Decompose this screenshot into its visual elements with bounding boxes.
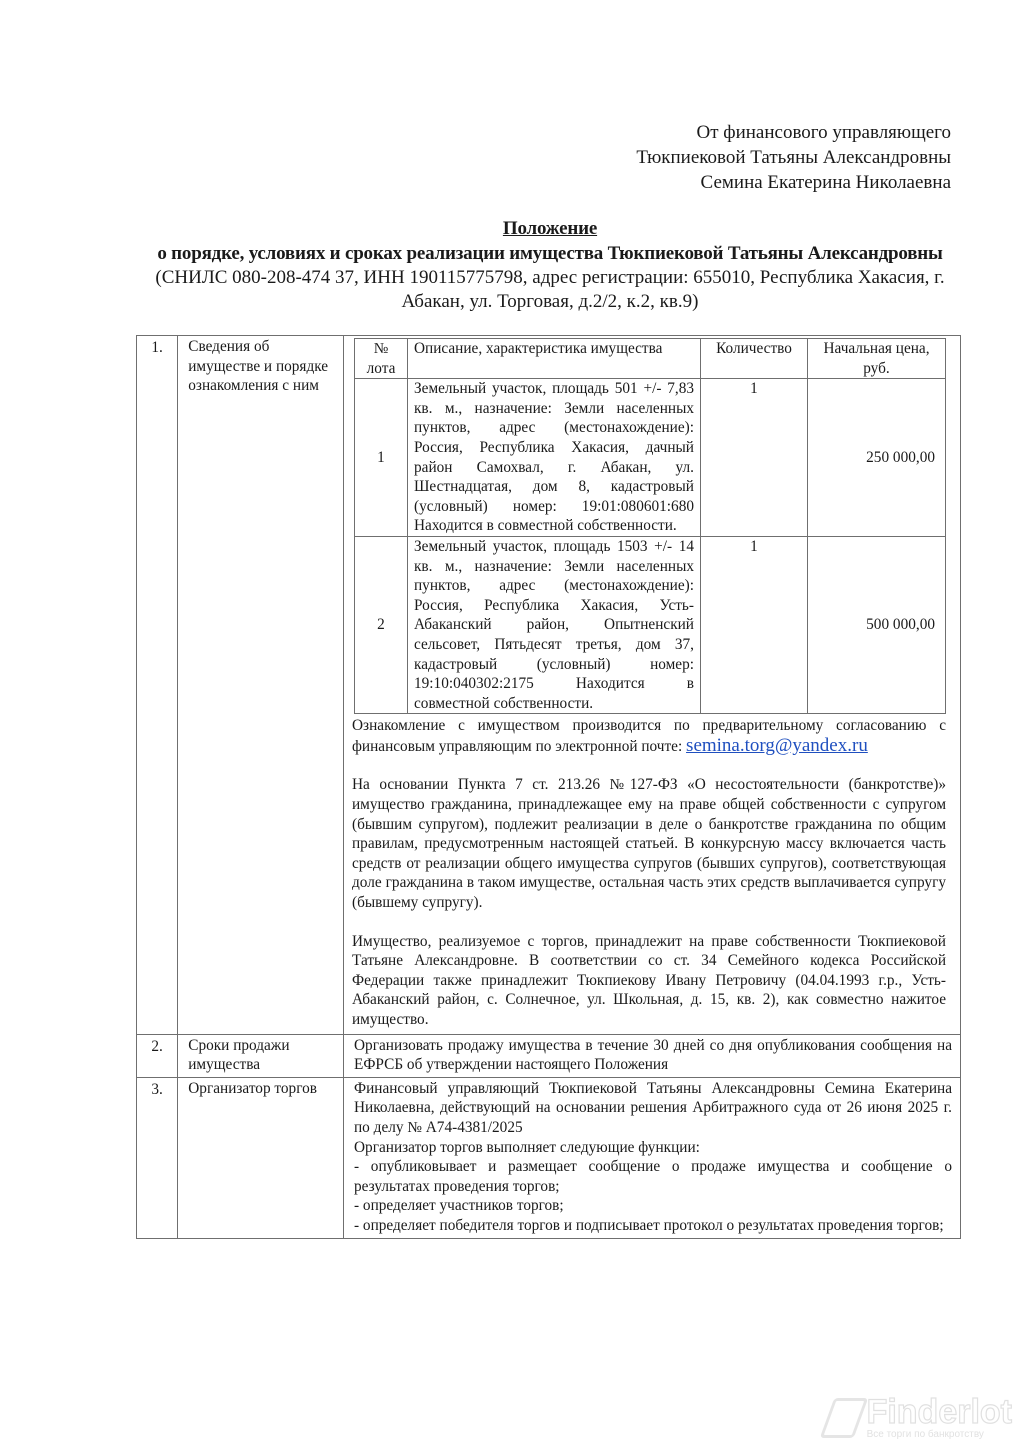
- header-quantity: Количество: [701, 339, 808, 379]
- organizer-description: Финансовый управляющий Тюкпиековой Татьяны Александровны Семина Екатерина Николаевна, действующий на основании решения Арбитражного суда от 26 июня 2025 г. по делу № А74-4381/2025: [354, 1079, 952, 1136]
- section-row-1: [137, 336, 961, 1035]
- organizer-function-item: - опубликовывает и размещает сообщение о продаже имущества и сообщение о результатах проведения торгов;: [354, 1158, 952, 1195]
- sender-line: От финансового управляющего: [696, 122, 951, 143]
- section-content: Организовать продажу имущества в течение 30 дней со дня опубликования сообщения на ЕФРСБ об утверждении настоящего Положения: [344, 1034, 961, 1077]
- header-description: Описание, характеристика имущества: [408, 339, 701, 379]
- section-number: 1.: [137, 336, 178, 1035]
- regulation-table: [136, 335, 961, 1239]
- sender-line: Семина Екатерина Николаевна: [700, 172, 951, 193]
- sender-line: Тюкпиековой Татьяны Александровны: [636, 147, 951, 168]
- section-number: 3.: [137, 1077, 178, 1238]
- table-row: [355, 536, 946, 713]
- inspection-text: Ознакомление с имуществом производится по предварительному согласованию с финансовым управляющим по электронной почте:: [352, 717, 946, 755]
- section-label: Сведения об имуществе и порядке ознакомления с ним: [178, 336, 344, 1035]
- organizer-function-item: - определяет участников торгов;: [354, 1197, 564, 1215]
- lot-price: 250 000,00: [808, 379, 946, 537]
- section-content: [344, 1077, 961, 1238]
- legal-basis-paragraph: На основании Пункта 7 ст. 213.26 №127-ФЗ «О несостоятельности (банкротстве)» имущество гражданина, принадлежащее ему на праве общей собственности с супругом (бывшим супругом), подлежит реализации в деле о банкротстве гражданина по общим правилам, предусмотренным настоящей статьей. В конкурсную массу включается часть средств от реализации общего имущества супругов (бывших супругов), соответствующая доле гражданина в таком имуществе, остальная часть этих средств выплачивается супругу (бывшему супругу).: [352, 776, 946, 912]
- email-link[interactable]: semina.torg@yandex.ru: [686, 734, 868, 756]
- header-start-price: Начальная цена, руб.: [808, 339, 946, 379]
- ownership-paragraph: Имущество, реализуемое с торгов, принадлежит на праве собственности Тюкпиековой Татьяне Александровне. В соответствии со ст. 34 Семейного кодекса Российской Федерации также принадлежит Тюкпиекову Ивану Петровичу (04.04.1993 г.р., Усть-Абаканский район, с. Солнечное, ул. Школьная, д. 15, кв. 2), как совместно нажитое имущество.: [352, 932, 946, 1028]
- title-subject: о порядке, условиях и сроках реализации имущества Тюкпиековой Татьяны Александровны: [157, 243, 943, 264]
- lot-number: 2: [355, 536, 408, 713]
- title-heading: Положение: [502, 218, 598, 239]
- section-label: Организатор торгов: [178, 1077, 344, 1238]
- sender-block: [636, 120, 951, 195]
- document-title: [136, 216, 964, 314]
- lot-description: Земельный участок, площадь 1503 +/- 14 кв. м., назначение: Земли населенных пунктов, адрес (местонахождение): Россия, Республика Хакасия, Усть-Абаканский район, Опытненский сельсовет, Пятьдесят третья, дом 37, кадастровый (условный) номер: 19:10:040302:2175 Находится в совместной собственности.: [408, 536, 701, 713]
- watermark-name: Finderlot: [866, 1393, 1012, 1431]
- lot-quantity: 1: [701, 536, 808, 713]
- lot-number: 1: [355, 379, 408, 537]
- section-row-3: [137, 1077, 961, 1238]
- organizer-functions-intro: Организатор торгов выполняет следующие функции:: [354, 1138, 700, 1156]
- table-row: [355, 379, 946, 537]
- lot-price: 500 000,00: [808, 536, 946, 713]
- section-number: 2.: [137, 1034, 178, 1077]
- inspection-paragraph: [352, 716, 946, 756]
- finderlot-logo-icon: [819, 1398, 868, 1438]
- watermark-tagline: Все торги по банкротству: [866, 1429, 984, 1440]
- lot-quantity: 1: [701, 379, 808, 537]
- header-lot-number: № лота: [355, 339, 408, 379]
- lots-table: [354, 338, 946, 714]
- section-content: [344, 336, 961, 1035]
- organizer-function-item: - определяет победителя торгов и подписывает протокол о результатах проведения торгов;: [354, 1216, 944, 1234]
- lot-description: Земельный участок, площадь 501 +/- 7,83 кв. м., назначение: Земли населенных пунктов, адрес (местонахождение): Россия, Республика Хакасия, дачный район Самохвал, г. Абакан, ул. Шестнадцатая, дом 8, кадастровый (условный) номер: 19:01:080601:680 Находится в совместной собственности.: [408, 379, 701, 537]
- lots-table-header: [355, 339, 946, 379]
- section-row-2: [137, 1034, 961, 1077]
- debtor-details: (СНИЛС 080-208-474 37, ИНН 190115775798, адрес регистрации: 655010, Республика Хакасия, г. Абакан, ул. Торговая, д.2/2, к.2, кв.9): [155, 267, 945, 312]
- finderlot-watermark: [827, 1395, 1012, 1440]
- section-label: Сроки продажи имущества: [178, 1034, 344, 1077]
